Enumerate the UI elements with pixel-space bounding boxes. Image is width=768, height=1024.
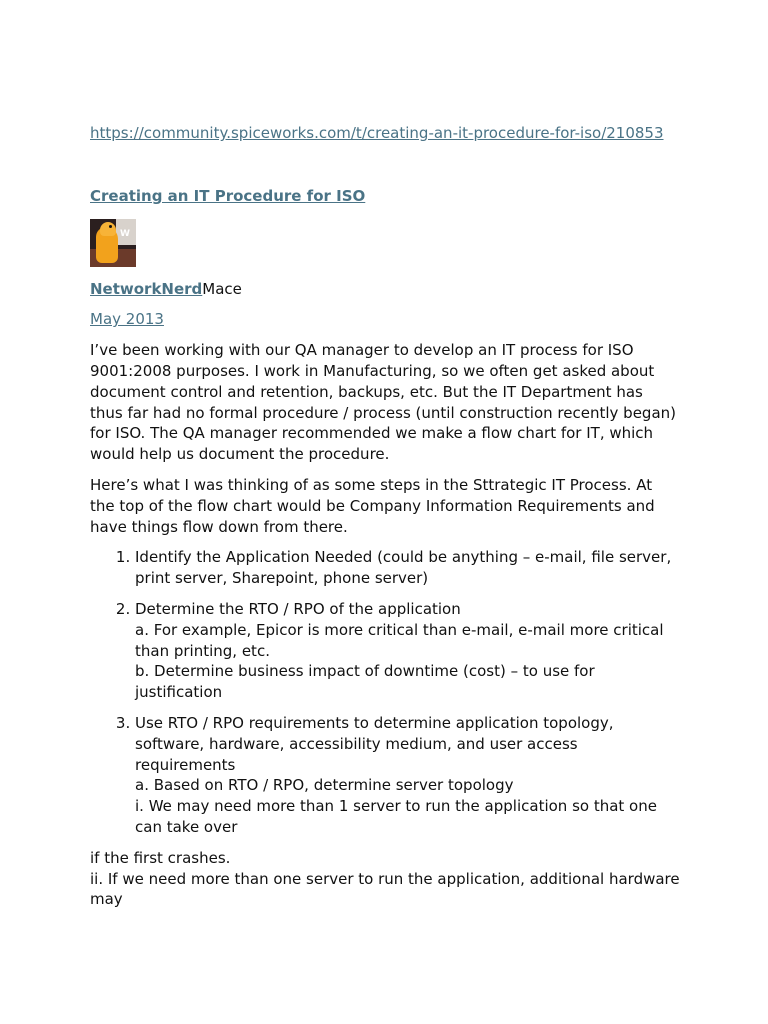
intro-paragraph: I’ve been working with our QA manager to develop an IT process for ISO 9001:2008 purposes. I work in Manufacturing, so we often get asked about document control and retention, backups, etc. But the IT Department has thus far had no formal procedure / process (until construction recently began) for ISO. The QA manager recommended we make a flow chart for IT, which would help us document the procedure. xyxy=(90,341,676,464)
author-line xyxy=(90,279,680,300)
step-subpoint: a. For example, Epicor is more critical than e-mail, e-mail more critical than printing, etc. xyxy=(135,620,664,660)
step-subpoint: i. We may need more than 1 server to run the application so that one can take over xyxy=(135,797,657,836)
step-text: Determine the RTO / RPO of the application xyxy=(135,599,461,618)
author-suffix: Mace xyxy=(202,279,242,298)
step-item xyxy=(135,599,680,703)
topic-title-link[interactable]: Creating an IT Procedure for ISO xyxy=(90,186,366,205)
document-page xyxy=(90,123,680,910)
author-name-link[interactable]: NetworkNerd xyxy=(90,279,203,298)
step-subpoint: b. Determine business impact of downtime (cost) – to use for justification xyxy=(135,662,595,702)
step-text: Identify the Application Needed (could be anything – e-mail, file server, print server, Sharepoint, phone server) xyxy=(135,548,672,588)
avatar-mascot-eye xyxy=(109,225,112,228)
avatar-letter: W xyxy=(120,228,130,239)
avatar-mascot-head xyxy=(100,222,116,236)
continuation-line: if the first crashes. xyxy=(90,848,231,867)
post-date-link[interactable]: May 2013 xyxy=(90,310,164,329)
steps-intro-paragraph: Here’s what I was thinking of as some steps in the Sttrategic IT Process. At the top of the flow chart would be Company Information Requirements and have things flow down from there. xyxy=(90,475,655,536)
step-item xyxy=(135,713,680,838)
steps-list xyxy=(90,547,680,837)
step-subpoint: a. Based on RTO / RPO, determine server topology xyxy=(135,776,514,795)
step-item xyxy=(135,547,680,589)
post-date-line xyxy=(90,309,680,330)
continuation-text xyxy=(90,848,680,910)
source-url-link[interactable]: https://community.spiceworks.com/t/creating-an-it-procedure-for-iso/210853 xyxy=(90,124,664,142)
continuation-line: ii. If we need more than one server to run the application, additional hardware may xyxy=(90,869,680,909)
step-text: Use RTO / RPO requirements to determine application topology, software, hardware, accessibility medium, and user access requirements xyxy=(135,713,614,774)
author-avatar[interactable] xyxy=(90,219,136,267)
